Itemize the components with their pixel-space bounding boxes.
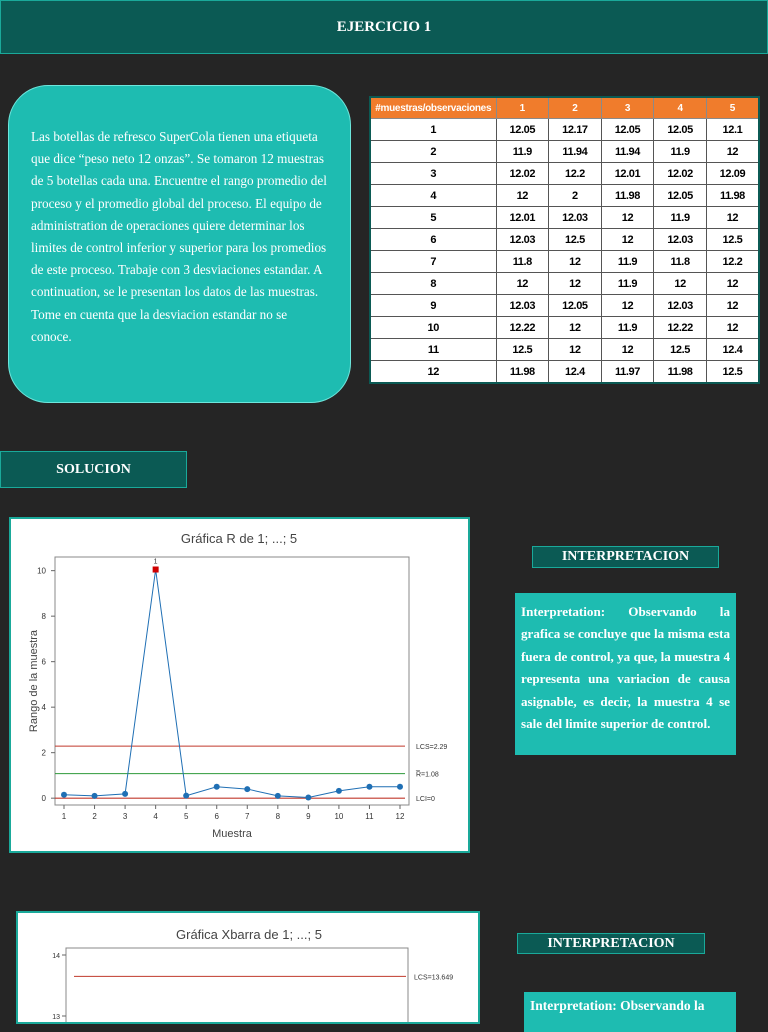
observation-cell: 11.94 xyxy=(549,141,602,163)
r-series-line xyxy=(64,570,400,798)
observation-cell: 11.8 xyxy=(654,251,707,273)
table-header-cell: 1 xyxy=(496,97,549,119)
sample-number-cell: 3 xyxy=(370,163,496,185)
observation-cell: 12 xyxy=(706,141,759,163)
sample-number-cell: 6 xyxy=(370,229,496,251)
observation-cell: 12.4 xyxy=(706,339,759,361)
problem-statement: Las botellas de refresco SuperCola tienen una etiqueta que dice “peso neto 12 onzas”. Se tomaron 12 muestras de 5 botellas cada una. Encuentre el rango promedio del proceso y el promedio global del proceso. El equipo de administration de operaciones quiere determinar los limites de control inferior y superior para los promedios de este proceso. Trabaje con 3 desviaciones estandar. A continuation, se le presentan los datos de las muestras. Tome en cuenta que la desviacion estandar no se conoce. xyxy=(8,85,351,403)
table-row xyxy=(370,317,759,339)
sample-number-cell: 7 xyxy=(370,251,496,273)
chart-title: Gráfica Xbarra de 1; ...; 5 xyxy=(176,927,322,942)
observation-cell: 12.2 xyxy=(549,163,602,185)
observation-cell: 12.05 xyxy=(601,119,654,141)
observation-cell: 11.9 xyxy=(601,317,654,339)
observation-cell: 12 xyxy=(706,207,759,229)
ucl-label: LCS=13.649 xyxy=(414,974,454,982)
table-header-row xyxy=(370,97,759,119)
observation-cell: 12.5 xyxy=(496,339,549,361)
observation-cell: 12.03 xyxy=(654,295,707,317)
x-tick-label: 7 xyxy=(245,812,250,821)
chart-title: Gráfica R de 1; ...; 5 xyxy=(180,531,298,546)
observation-cell: 12.5 xyxy=(654,339,707,361)
x-tick-label: 10 xyxy=(334,812,344,821)
x-tick-label: 9 xyxy=(306,812,311,821)
xbar-chart-svg xyxy=(18,913,478,1022)
observation-cell: 12.02 xyxy=(496,163,549,185)
y-tick-label: 8 xyxy=(41,612,46,622)
observation-cell: 2 xyxy=(549,185,602,207)
observation-cell: 12.03 xyxy=(549,207,602,229)
interpretation-heading-1: INTERPRETACION xyxy=(532,546,719,568)
observation-cell: 12.05 xyxy=(654,185,707,207)
observation-cell: 12.5 xyxy=(706,361,759,384)
observation-cell: 12.17 xyxy=(549,119,602,141)
interpretation-heading-2: INTERPRETACION xyxy=(517,933,705,954)
x-tick-label: 5 xyxy=(183,812,189,821)
observation-cell: 11.98 xyxy=(496,361,549,384)
observation-cell: 12.4 xyxy=(549,361,602,384)
table-row xyxy=(370,207,759,229)
samples-table xyxy=(369,96,760,384)
observation-cell: 11.8 xyxy=(496,251,549,273)
sample-number-cell: 8 xyxy=(370,273,496,295)
table-row xyxy=(370,185,759,207)
sample-number-cell: 2 xyxy=(370,141,496,163)
table-row xyxy=(370,295,759,317)
x-tick-label: 2 xyxy=(92,812,97,821)
observation-cell: 12.05 xyxy=(549,295,602,317)
sample-number-cell: 9 xyxy=(370,295,496,317)
table-header-cell: 5 xyxy=(706,97,759,119)
observation-cell: 12.5 xyxy=(706,229,759,251)
lcl-label: LCI=0 xyxy=(416,796,435,804)
observation-cell: 12 xyxy=(706,295,759,317)
observation-cell: 11.9 xyxy=(496,141,549,163)
observation-cell: 12.03 xyxy=(496,295,549,317)
out-of-control-label: 1 xyxy=(153,558,158,566)
plot-area xyxy=(55,557,409,805)
table-header-cell: #muestras/observaciones xyxy=(370,97,496,119)
center-bar-label: _ xyxy=(416,764,420,772)
sample-number-cell: 1 xyxy=(370,119,496,141)
observation-cell: 12 xyxy=(706,273,759,295)
y-tick-label: 0 xyxy=(41,794,46,804)
observation-cell: 11.9 xyxy=(654,141,707,163)
y-tick-label: 4 xyxy=(41,703,46,713)
observation-cell: 12.09 xyxy=(706,163,759,185)
observation-cell: 12.22 xyxy=(496,317,549,339)
observation-cell: 12.1 xyxy=(706,119,759,141)
observation-cell: 12.05 xyxy=(654,119,707,141)
observation-cell: 12.22 xyxy=(654,317,707,339)
solution-heading: SOLUCION xyxy=(0,451,187,488)
page-title: EJERCICIO 1 xyxy=(0,0,768,54)
x-tick-label: 3 xyxy=(122,812,128,821)
r-chart-svg xyxy=(11,519,468,851)
table-row xyxy=(370,163,759,185)
observation-cell: 12 xyxy=(549,317,602,339)
observation-cell: 12 xyxy=(601,295,654,317)
observation-cell: 11.98 xyxy=(706,185,759,207)
x-axis-label: Muestra xyxy=(212,828,252,840)
observation-cell: 11.98 xyxy=(654,361,707,384)
y-tick-label: 13 xyxy=(52,1014,60,1021)
observation-cell: 12 xyxy=(654,273,707,295)
x-tick-label: 12 xyxy=(395,812,405,821)
sample-number-cell: 11 xyxy=(370,339,496,361)
table-row xyxy=(370,141,759,163)
observation-cell: 12.03 xyxy=(496,229,549,251)
interpretation-text-2: Interpretation: Observando la xyxy=(524,992,736,1032)
observation-cell: 12.5 xyxy=(549,229,602,251)
out-of-control-point xyxy=(153,567,159,573)
observation-cell: 11.9 xyxy=(654,207,707,229)
r-data-point xyxy=(244,786,250,792)
observation-cell: 12 xyxy=(549,339,602,361)
r-data-point xyxy=(336,788,342,794)
observation-cell: 12.2 xyxy=(706,251,759,273)
observation-cell: 11.97 xyxy=(601,361,654,384)
observation-cell: 12 xyxy=(549,251,602,273)
x-tick-label: 4 xyxy=(153,812,158,821)
observation-cell: 12.01 xyxy=(601,163,654,185)
observation-cell: 12 xyxy=(496,273,549,295)
x-tick-label: 11 xyxy=(365,812,374,821)
r-data-point xyxy=(397,784,403,790)
y-tick-label: 10 xyxy=(37,566,46,576)
interpretation-text-1: Interpretation: Observando la grafica se concluye que la misma esta fuera de control, ya que, la muestra 4 representa una variacion de causa asignable, es decir, la muestra 4 se sale del limite superior de control. xyxy=(515,593,736,755)
table-row xyxy=(370,119,759,141)
observation-cell: 12 xyxy=(601,339,654,361)
r-data-point xyxy=(214,784,220,790)
y-tick-label: 2 xyxy=(41,748,46,758)
r-data-point xyxy=(183,793,189,799)
observation-cell: 12 xyxy=(601,229,654,251)
table-row xyxy=(370,273,759,295)
observation-cell: 11.94 xyxy=(601,141,654,163)
observation-cell: 12.05 xyxy=(496,119,549,141)
observation-cell: 11.9 xyxy=(601,251,654,273)
observation-cell: 12 xyxy=(496,185,549,207)
y-axis-label: Rango de la muestra xyxy=(28,629,40,733)
r-chart xyxy=(9,517,470,853)
r-data-point xyxy=(92,793,98,799)
ucl-label: LCS=2.29 xyxy=(416,744,448,752)
table-header-cell: 4 xyxy=(654,97,707,119)
observation-cell: 11.9 xyxy=(601,273,654,295)
r-data-point xyxy=(122,791,128,797)
r-data-point xyxy=(275,793,281,799)
observation-cell: 12 xyxy=(549,273,602,295)
observation-cell: 12.02 xyxy=(654,163,707,185)
sample-number-cell: 4 xyxy=(370,185,496,207)
table-row xyxy=(370,251,759,273)
table-header-cell: 2 xyxy=(549,97,602,119)
r-data-point xyxy=(366,784,372,790)
y-tick-label: 6 xyxy=(41,657,46,667)
table-row xyxy=(370,361,759,384)
x-tick-label: 6 xyxy=(214,812,219,821)
observation-cell: 11.98 xyxy=(601,185,654,207)
observation-cell: 12.03 xyxy=(654,229,707,251)
observation-cell: 12.01 xyxy=(496,207,549,229)
r-data-point xyxy=(305,794,311,800)
x-tick-label: 8 xyxy=(275,812,281,821)
sample-number-cell: 5 xyxy=(370,207,496,229)
sample-number-cell: 12 xyxy=(370,361,496,384)
sample-number-cell: 10 xyxy=(370,317,496,339)
observation-cell: 12 xyxy=(706,317,759,339)
x-tick-label: 1 xyxy=(61,812,67,821)
r-data-point xyxy=(61,792,67,798)
y-tick-label: 14 xyxy=(52,953,60,960)
table-row xyxy=(370,339,759,361)
plot-area xyxy=(66,948,408,1022)
table-header-cell: 3 xyxy=(601,97,654,119)
center-label: R=1.08 xyxy=(416,771,439,779)
xbar-chart xyxy=(16,911,480,1024)
table-row xyxy=(370,229,759,251)
observation-cell: 12 xyxy=(601,207,654,229)
